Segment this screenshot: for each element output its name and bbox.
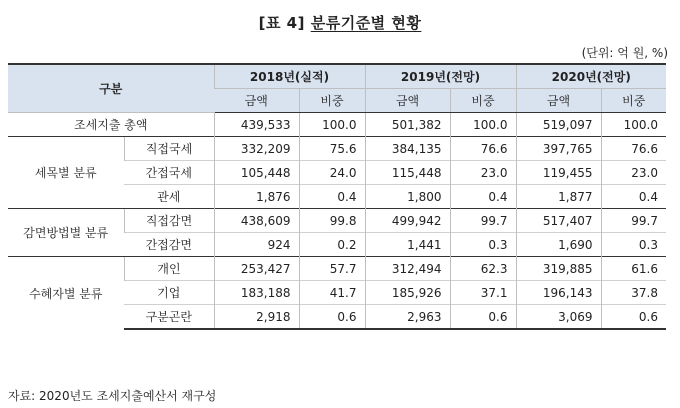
data-table bbox=[8, 63, 666, 330]
cell-amount: 519,097 bbox=[516, 113, 601, 137]
cell-ratio: 99.7 bbox=[450, 209, 516, 233]
table-row bbox=[8, 137, 666, 161]
header-amount: 금액 bbox=[365, 89, 450, 113]
cell-amount: 185,926 bbox=[365, 281, 450, 305]
cell-amount: 119,455 bbox=[516, 161, 601, 185]
cell-ratio: 62.3 bbox=[450, 257, 516, 281]
header-row-years bbox=[8, 64, 666, 89]
cell-amount: 439,533 bbox=[214, 113, 299, 137]
table-title-text: 분류기준별 현황 bbox=[310, 14, 422, 32]
table-row bbox=[8, 257, 666, 281]
cell-ratio: 0.4 bbox=[601, 185, 666, 209]
cell-amount: 115,448 bbox=[365, 161, 450, 185]
cell-amount: 312,494 bbox=[365, 257, 450, 281]
table-row bbox=[8, 113, 666, 137]
cell-ratio: 99.8 bbox=[299, 209, 365, 233]
group-label: 수혜자별 분류 bbox=[8, 257, 124, 330]
cell-amount: 2,918 bbox=[214, 305, 299, 330]
cell-amount: 2,963 bbox=[365, 305, 450, 330]
cell-amount: 517,407 bbox=[516, 209, 601, 233]
cell-ratio: 41.7 bbox=[299, 281, 365, 305]
header-amount: 금액 bbox=[516, 89, 601, 113]
cell-ratio: 61.6 bbox=[601, 257, 666, 281]
cell-ratio: 100.0 bbox=[601, 113, 666, 137]
cell-amount: 438,609 bbox=[214, 209, 299, 233]
cell-ratio: 37.8 bbox=[601, 281, 666, 305]
table-title bbox=[0, 12, 680, 33]
header-category: 구분 bbox=[8, 64, 214, 113]
cell-amount: 397,765 bbox=[516, 137, 601, 161]
header-ratio: 비중 bbox=[601, 89, 666, 113]
row-label: 조세지출 총액 bbox=[74, 118, 148, 132]
row-label: 직접국세 bbox=[124, 137, 214, 161]
cell-amount: 384,135 bbox=[365, 137, 450, 161]
row-label: 관세 bbox=[124, 185, 214, 209]
cell-amount: 1,877 bbox=[516, 185, 601, 209]
row-label: 기업 bbox=[124, 281, 214, 305]
cell-amount: 183,188 bbox=[214, 281, 299, 305]
cell-amount: 105,448 bbox=[214, 161, 299, 185]
cell-ratio: 23.0 bbox=[601, 161, 666, 185]
row-label: 간접국세 bbox=[124, 161, 214, 185]
cell-ratio: 75.6 bbox=[299, 137, 365, 161]
header-ratio: 비중 bbox=[299, 89, 365, 113]
cell-amount: 319,885 bbox=[516, 257, 601, 281]
cell-ratio: 57.7 bbox=[299, 257, 365, 281]
cell-ratio: 0.6 bbox=[299, 305, 365, 330]
cell-amount: 499,942 bbox=[365, 209, 450, 233]
table-number: [표 4] bbox=[258, 14, 305, 32]
cell-ratio: 100.0 bbox=[450, 113, 516, 137]
cell-amount: 196,143 bbox=[516, 281, 601, 305]
cell-ratio: 0.6 bbox=[601, 305, 666, 330]
cell-ratio: 76.6 bbox=[450, 137, 516, 161]
cell-ratio: 0.3 bbox=[450, 233, 516, 257]
cell-ratio: 0.4 bbox=[450, 185, 516, 209]
cell-amount: 1,441 bbox=[365, 233, 450, 257]
cell-amount: 253,427 bbox=[214, 257, 299, 281]
row-label: 개인 bbox=[124, 257, 214, 281]
cell-ratio: 99.7 bbox=[601, 209, 666, 233]
cell-ratio: 76.6 bbox=[601, 137, 666, 161]
table-row bbox=[8, 209, 666, 233]
cell-ratio: 0.6 bbox=[450, 305, 516, 330]
cell-amount: 1,800 bbox=[365, 185, 450, 209]
cell-amount: 924 bbox=[214, 233, 299, 257]
header-year: 2019년(전망) bbox=[365, 64, 516, 89]
cell-amount: 3,069 bbox=[516, 305, 601, 330]
header-year: 2018년(실적) bbox=[214, 64, 365, 89]
group-label: 세목별 분류 bbox=[8, 137, 124, 209]
cell-amount: 332,209 bbox=[214, 137, 299, 161]
cell-ratio: 37.1 bbox=[450, 281, 516, 305]
unit-note: (단위: 억 원, %) bbox=[581, 46, 668, 60]
header-year: 2020년(전망) bbox=[516, 64, 666, 89]
cell-ratio: 100.0 bbox=[299, 113, 365, 137]
header-amount: 금액 bbox=[214, 89, 299, 113]
cell-amount: 1,690 bbox=[516, 233, 601, 257]
cell-ratio: 0.3 bbox=[601, 233, 666, 257]
cell-ratio: 24.0 bbox=[299, 161, 365, 185]
cell-amount: 1,876 bbox=[214, 185, 299, 209]
group-label: 감면방법별 분류 bbox=[8, 209, 124, 257]
row-label: 직접감면 bbox=[124, 209, 214, 233]
cell-ratio: 0.4 bbox=[299, 185, 365, 209]
cell-ratio: 23.0 bbox=[450, 161, 516, 185]
header-ratio: 비중 bbox=[450, 89, 516, 113]
cell-amount: 501,382 bbox=[365, 113, 450, 137]
row-label: 간접감면 bbox=[124, 233, 214, 257]
source-note: 자료: 2020년도 조세지출예산서 재구성 bbox=[8, 389, 217, 403]
cell-ratio: 0.2 bbox=[299, 233, 365, 257]
row-label: 구분곤란 bbox=[124, 305, 214, 330]
